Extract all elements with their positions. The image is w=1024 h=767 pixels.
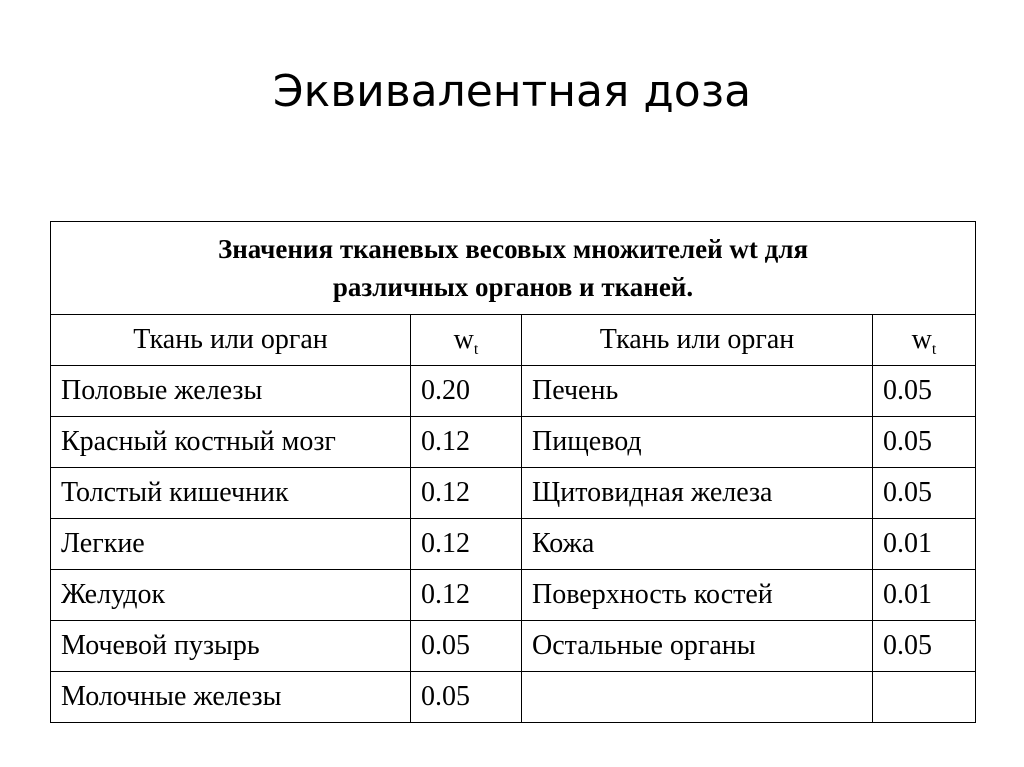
left-weight-cell: 0.05	[411, 672, 522, 723]
table-row	[51, 519, 976, 570]
table-row	[51, 366, 976, 417]
table-row	[51, 621, 976, 672]
header-weight-left	[411, 315, 522, 366]
left-weight-cell: 0.12	[411, 570, 522, 621]
header-weight-subscript: t	[931, 341, 937, 358]
table-caption	[51, 222, 976, 315]
right-weight-cell	[873, 672, 976, 723]
header-weight-right	[873, 315, 976, 366]
header-weight-symbol: w	[453, 324, 474, 355]
right-tissue-cell	[522, 672, 873, 723]
left-tissue-cell: Половые железы	[51, 366, 411, 417]
right-tissue-cell: Печень	[522, 366, 873, 417]
table-caption-line-2: различных органов и тканей.	[332, 272, 694, 302]
right-tissue-cell: Пищевод	[522, 417, 873, 468]
right-tissue-cell: Щитовидная железа	[522, 468, 873, 519]
header-tissue-right: Ткань или орган	[522, 315, 873, 366]
header-weight-subscript: t	[473, 341, 479, 358]
tissue-weight-table	[50, 221, 976, 723]
right-tissue-cell: Кожа	[522, 519, 873, 570]
left-tissue-cell: Желудок	[51, 570, 411, 621]
header-tissue-left: Ткань или орган	[51, 315, 411, 366]
left-tissue-cell: Красный костный мозг	[51, 417, 411, 468]
right-weight-cell: 0.01	[873, 570, 976, 621]
table-caption-row	[51, 222, 976, 315]
left-weight-cell: 0.12	[411, 468, 522, 519]
left-tissue-cell: Толстый кишечник	[51, 468, 411, 519]
table-row	[51, 672, 976, 723]
right-weight-cell: 0.01	[873, 519, 976, 570]
left-tissue-cell: Молочные железы	[51, 672, 411, 723]
left-weight-cell: 0.20	[411, 366, 522, 417]
table-header-row	[51, 315, 976, 366]
header-weight-symbol: w	[911, 324, 932, 355]
right-weight-cell: 0.05	[873, 468, 976, 519]
right-tissue-cell: Остальные органы	[522, 621, 873, 672]
left-weight-cell: 0.05	[411, 621, 522, 672]
left-tissue-cell: Легкие	[51, 519, 411, 570]
left-weight-cell: 0.12	[411, 417, 522, 468]
table-row	[51, 417, 976, 468]
right-weight-cell: 0.05	[873, 621, 976, 672]
right-weight-cell: 0.05	[873, 417, 976, 468]
right-weight-cell: 0.05	[873, 366, 976, 417]
left-tissue-cell: Мочевой пузырь	[51, 621, 411, 672]
slide-title: Эквивалентная доза	[272, 66, 752, 117]
right-tissue-cell: Поверхность костей	[522, 570, 873, 621]
left-weight-cell: 0.12	[411, 519, 522, 570]
table-row	[51, 570, 976, 621]
table-caption-line-1: Значения тканевых весовых множителей wt для	[217, 234, 809, 264]
table-row	[51, 468, 976, 519]
